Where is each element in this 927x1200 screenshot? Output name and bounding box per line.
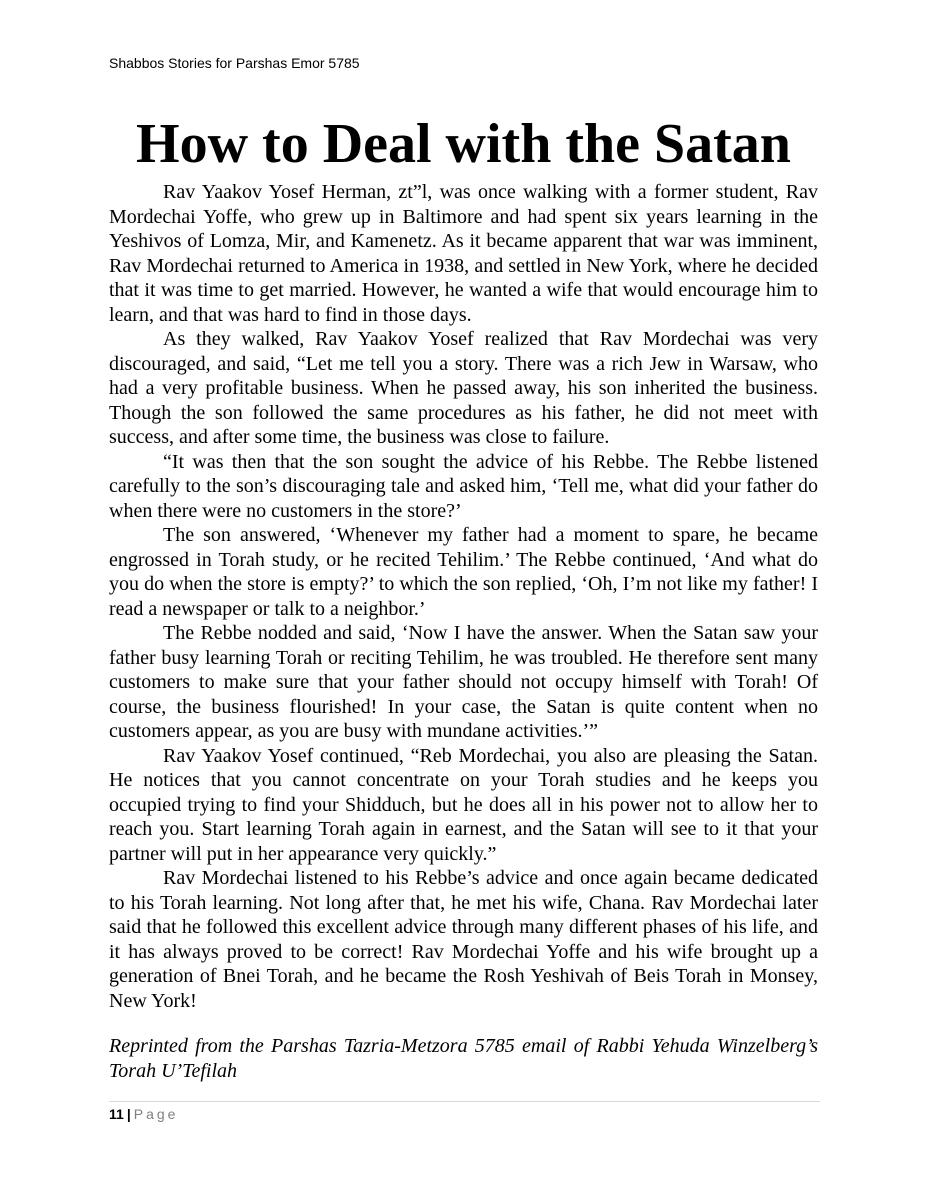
paragraph: Rav Yaakov Yosef continued, “Reb Mordechai, you also are pleasing the Satan. He notices that you cannot concentrate on your Torah studies and he keeps you occupied trying to find your Shidduch, but he does all in his power not to allow her to reach you. Start learning Torah again in earnest, and the Satan will see to it that your partner will put in her appearance very quickly.”: [109, 744, 818, 865]
page-number: 11: [109, 1106, 124, 1122]
paragraph: The son answered, ‘Whenever my father had a moment to spare, he became engrossed in Torah study, or he recited Tehilim.’ The Rebbe continued, ‘And what do you do when the store is empty?’ to which the son replied, ‘Oh, I’m not like my father! I read a newspaper or talk to a neighbor.’: [109, 524, 818, 620]
paragraph: “It was then that the son sought the advice of his Rebbe. The Rebbe listened carefully to the son’s discouraging tale and asked him, ‘Tell me, what did your father do when there were no customers in the store?’: [109, 450, 818, 522]
page-label: Page: [133, 1106, 179, 1122]
paragraph: The Rebbe nodded and said, ‘Now I have the answer. When the Satan saw your father busy learning Torah or reciting Tehilim, he was troubled. He therefore sent many customers to make sure that your father should not occupy himself with Torah! Of course, the business flourished! In your case, the Satan is quite content when no customers appear, as you are busy with mundane activities.’”: [109, 622, 818, 742]
running-header: Shabbos Stories for Parshas Emor 5785: [109, 55, 360, 71]
footer-separator: |: [126, 1106, 131, 1122]
footer-divider: [109, 1101, 820, 1102]
paragraph: Rav Yaakov Yosef Herman, zt”l, was once walking with a former student, Rav Mordechai Yoffe, who grew up in Baltimore and had spent six years learning in the Yeshivos of Lomza, Mir, and Kamenetz. As it became apparent that war was imminent, Rav Mordechai returned to America in 1938, and settled in New York, where he decided that it was time to get married. However, he wanted a wife that would encourage him to learn, and that was hard to find in those days.: [109, 181, 818, 326]
paragraph: Rav Mordechai listened to his Rebbe’s advice and once again became dedicated to his Torah learning. Not long after that, he met his wife, Chana. Rav Mordechai later said that he followed this excellent advice through many different phases of his life, and it has always proved to be correct! Rav Mordechai Yoffe and his wife brought up a generation of Bnei Torah, and he became the Rosh Yeshivah of Beis Torah in Monsey, New York!: [109, 867, 818, 1012]
reprint-credit: Reprinted from the Parshas Tazria-Metzora 5785 email of Rabbi Yehuda Winzelberg’s Torah U’Tefilah: [109, 1035, 818, 1082]
story-body: [109, 180, 818, 1013]
story-title: How to Deal with the Satan: [136, 113, 791, 175]
paragraph: As they walked, Rav Yaakov Yosef realized that Rav Mordechai was very discouraged, and said, “Let me tell you a story. There was a rich Jew in Warsaw, who had a very profitable business. When he passed away, his son inherited the business. Though the son followed the same procedures as his father, he did not meet with success, and after some time, the business was close to failure.: [109, 328, 818, 448]
page-footer: [109, 1106, 178, 1122]
